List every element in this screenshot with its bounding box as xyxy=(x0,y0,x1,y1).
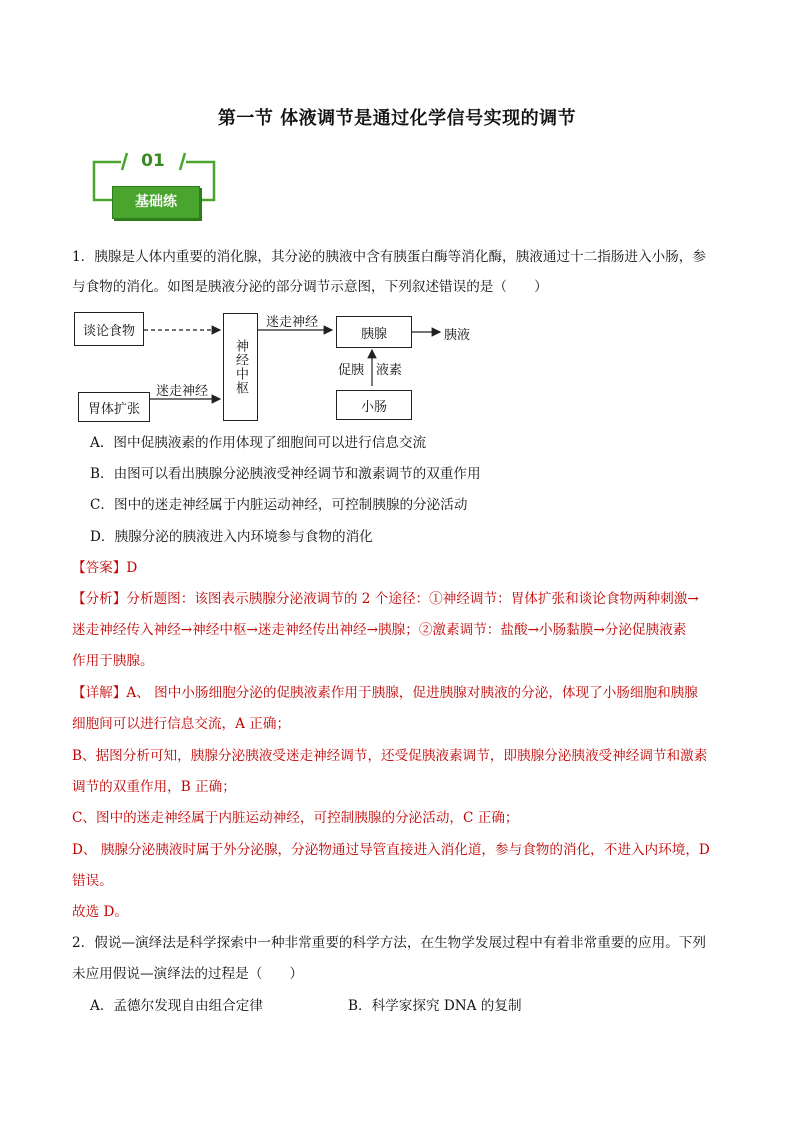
q2-option-b: B．科学家探究 DNA 的复制 xyxy=(348,998,522,1014)
q1-conclusion: 故选 D。 xyxy=(72,904,129,920)
intestine-box: 小肠 xyxy=(336,390,412,420)
stomach-box: 胃体扩张 xyxy=(78,392,150,422)
q1-analysis-line2: 迷走神经传入神经→神经中枢→迷走神经传出神经→胰腺；②激素调节：盐酸→小肠黏膜→分泌促胰液素 xyxy=(72,622,687,638)
q1-detail-line6: D、 胰腺分泌胰液时属于外分泌腺，分泌物通过导管直接进入消化道，参与食物的消化，不进入内环境，D xyxy=(72,842,710,858)
q1-detail-line3: B、据图分析可知，胰腺分泌胰液受迷走神经调节，还受促胰液素调节，即胰腺分泌胰液受神经调节和激素 xyxy=(72,748,708,764)
nerve-center-box xyxy=(223,313,258,421)
q1-option-b: B．由图可以看出胰腺分泌胰液受神经调节和激素调节的双重作用 xyxy=(90,466,481,482)
q1-detail-line7: 错误。 xyxy=(72,873,113,889)
answer-value: D xyxy=(126,560,138,576)
hormone-label-right: 液素 xyxy=(376,363,403,378)
talk-food-box: 谈论食物 xyxy=(74,312,144,346)
q1-option-a: A．图中促胰液素的作用体现了细胞间可以进行信息交流 xyxy=(90,435,427,451)
q1-detail-line4: 调节的双重作用，B 正确； xyxy=(72,779,236,795)
q1-stem-line2: 与食物的消化。如图是胰液分泌的部分调节示意图，下列叙述错误的是（ ） xyxy=(72,279,548,295)
q1-option-c: C．图中的迷走神经属于内脏运动神经，可控制胰腺的分泌活动 xyxy=(90,497,468,513)
analysis-label: 【分析】 xyxy=(72,591,127,607)
answer-label: 【答案】 xyxy=(72,560,127,576)
q2-option-a: A．孟德尔发现自由组合定律 xyxy=(90,998,263,1014)
q1-option-d: D．胰腺分泌的胰液进入内环境参与食物的消化 xyxy=(90,529,373,545)
section-label: 基础练 xyxy=(112,186,200,219)
section-number: 01 xyxy=(141,151,165,171)
q1-detail-line1 xyxy=(72,682,732,704)
nerve-center-label: 神经中枢 xyxy=(233,339,248,395)
vagus-top-label: 迷走神经 xyxy=(266,315,319,330)
q2-stem-line1: 2．假说—演绎法是科学探索中一种非常重要的科学方法，在生物学发展过程中有着非常重要的应用。下列 xyxy=(72,935,706,951)
q1-answer xyxy=(72,557,732,579)
q1-stem-line1: 1．胰腺是人体内重要的消化腺，其分泌的胰液中含有胰蛋白酶等消化酶，胰液通过十二指肠进入小肠，参 xyxy=(72,249,706,265)
detail-label: 【详解】 xyxy=(72,685,127,701)
vagus-bottom-label: 迷走神经 xyxy=(156,384,209,399)
q1-detail-line2: 细胞间可以进行信息交流，A 正确； xyxy=(72,716,291,732)
q1-analysis-line3: 作用于胰腺。 xyxy=(72,653,154,669)
q1-detail-line5: C、图中的迷走神经属于内脏运动神经，可控制胰腺的分泌活动，C 正确； xyxy=(72,810,519,826)
q2-stem-line2: 未应用假说—演绎法的过程是（ ） xyxy=(72,966,304,982)
pancreatic-juice-label: 胰液 xyxy=(444,328,471,343)
analysis-text-1: 分析题图：该图表示胰腺分泌液调节的 2 个途径：①神经调节：胃体扩张和谈论食物两种刺激→ xyxy=(126,591,699,607)
detail-text-1: A、 图中小肠细胞分泌的促胰液素作用于胰腺，促进胰腺对胰液的分泌，体现了小肠细胞和胰腺 xyxy=(126,685,698,701)
page-title: 第一节 体液调节是通过化学信号实现的调节 xyxy=(217,108,577,129)
q1-analysis-line1 xyxy=(72,588,732,610)
regulation-diagram xyxy=(74,308,494,426)
pancreas-box: 胰腺 xyxy=(336,316,412,348)
hormone-label-left: 促胰 xyxy=(338,363,365,378)
